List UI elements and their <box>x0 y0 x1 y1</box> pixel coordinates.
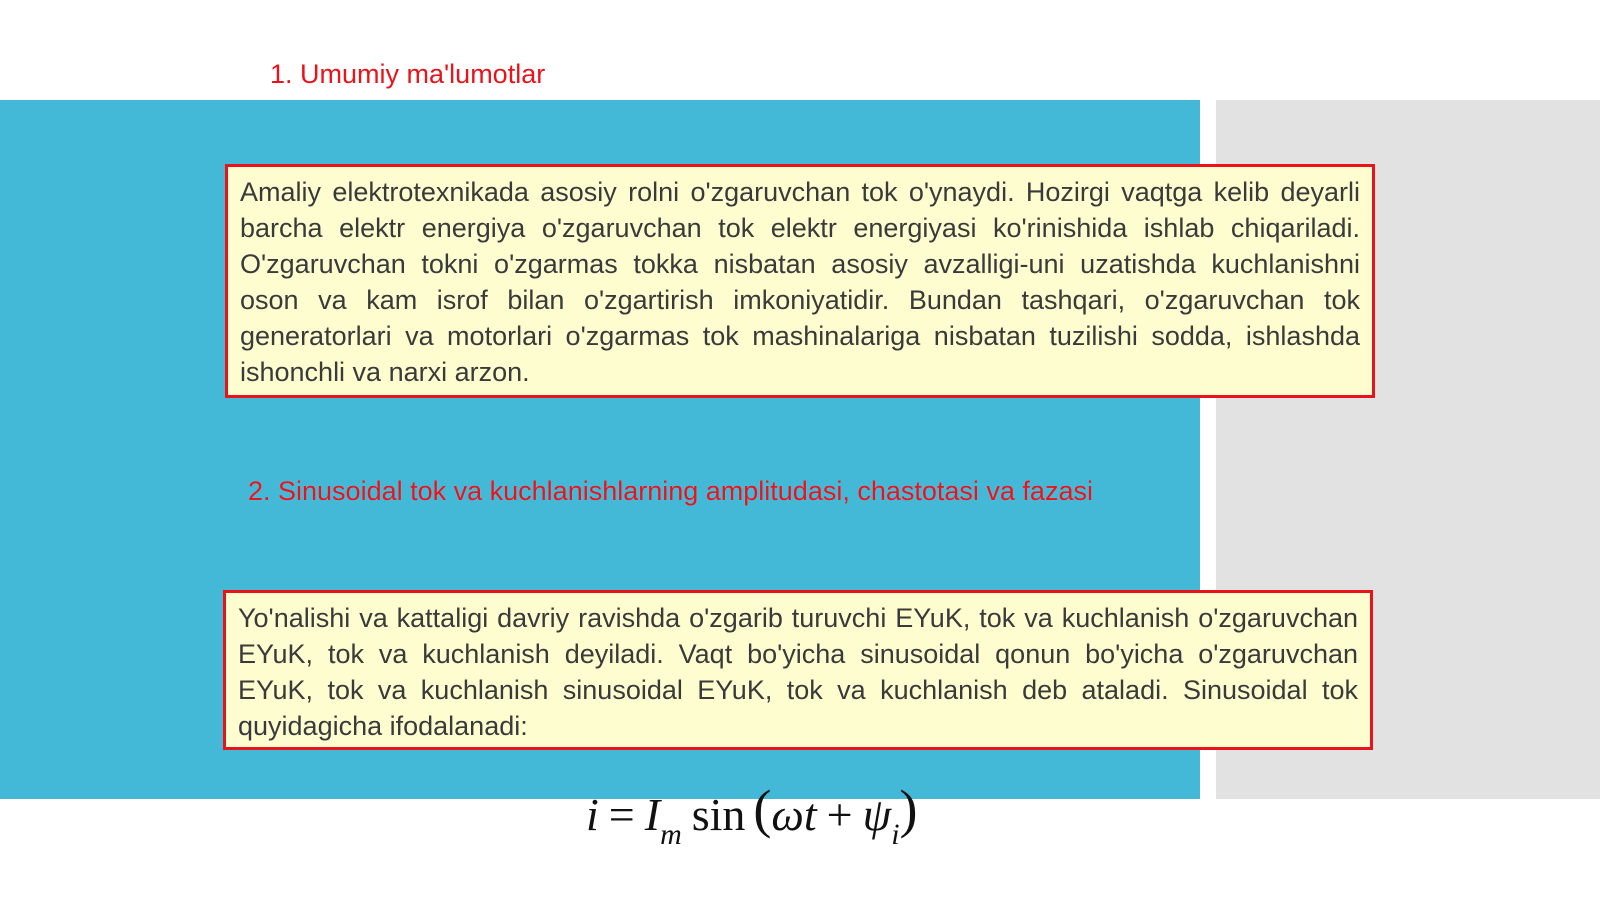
sinusoidal-definition-textbox: Yo'nalishi va kattaligi davriy ravishda o'zgarib turuvchi EYuK, tok va kuchlanish o'zgaruvchan EYuK, tok va kuchlanish deyiladi. Vaqt bo'yicha sinusoidal qonun bo'yicha o'zgaruvchan EYuK, tok va kuchlanish sinusoidal EYuK, tok va kuchlanish deb ataladi. Sinusoidal tok quyidagicha ifodalanadi: <box>223 590 1373 750</box>
general-info-textbox: Amaliy elektrotexnikada asosiy rolni o'zgaruvchan tok o'ynaydi. Hozirgi vaqtga kelib deyarli barcha elektr energiya o'zgaruvchan tok elektr energiyasi ko'rinishida ishlab chiqariladi. O'zgaruvchan tokni o'zgarmas tokka nisbatan asosiy avzalligi-uni uzatishda kuchlanishni oson va kam isrof bilan o'zgartirish imkoniyatidir. Bundan tashqari, o'zgaruvchan tok generatorlari va motorlari o'zgarmas tok mashinalariga nisbatan tuzilishi sodda, ishlashda ishonchli va narxi arzon. <box>225 164 1375 398</box>
section-heading-2: 2. Sinusoidal tok va kuchlanishlarning amplitudasi, chastotasi va fazasi <box>248 476 1093 506</box>
formula-phase: ψ <box>862 789 892 840</box>
formula-equals: = <box>608 789 635 840</box>
formula-function: sin <box>691 789 746 840</box>
section-heading-1: 1. Umumiy ma'lumotlar <box>270 59 546 89</box>
formula-phase-subscript: i <box>891 818 900 851</box>
formula-omega-t: ωt <box>771 789 817 840</box>
formula-close-paren: ) <box>899 779 918 839</box>
formula-plus: + <box>826 789 853 840</box>
formula-open-paren: ( <box>753 779 772 839</box>
sinusoidal-current-formula <box>586 779 918 851</box>
formula-amplitude: I <box>644 789 661 840</box>
formula-amplitude-subscript: m <box>660 818 682 851</box>
formula-lhs: i <box>586 789 599 840</box>
